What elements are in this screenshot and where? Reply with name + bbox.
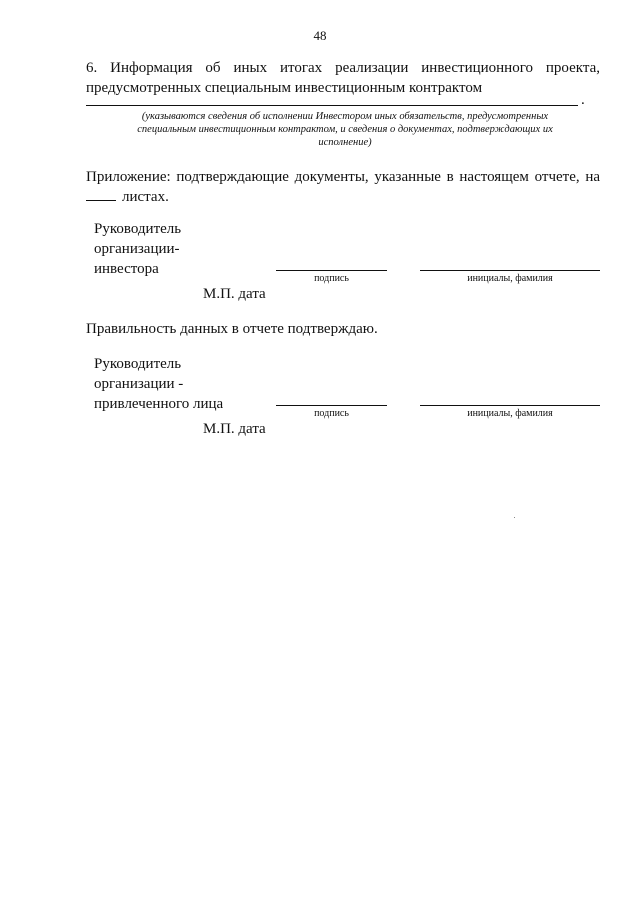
attracted-name-line[interactable] (420, 405, 600, 406)
investor-name-line[interactable] (420, 270, 600, 271)
section-6-heading-line2: предусмотренных специальным инвестиционным контрактом (86, 80, 483, 96)
attracted-signature-caption: подпись (314, 408, 349, 419)
investor-role-line3: инвестора (94, 261, 159, 277)
sheet-count-blank[interactable] (86, 188, 116, 201)
attracted-signature-line[interactable] (276, 405, 387, 406)
investor-name-caption: инициалы, фамилия (467, 273, 553, 284)
attracted-role-line2: организации - (94, 376, 184, 392)
attracted-name-caption: инициалы, фамилия (467, 408, 553, 419)
scan-speck (514, 517, 515, 518)
attracted-role-label (94, 354, 223, 414)
attracted-role-line1: Руководитель (94, 356, 182, 372)
section-6-instruction-note (95, 110, 595, 149)
investor-role-line2: организации- (94, 241, 180, 257)
page-number: 48 (313, 28, 327, 43)
note-line-2: специальным инвестиционным контрактом, и сведения о документах, подтверждающих их (137, 124, 553, 135)
attracted-role-line3: привлеченного лица (94, 396, 224, 412)
investor-role-label (94, 219, 181, 279)
confirmation-text: Правильность данных в отчете подтверждаю. (86, 321, 378, 337)
section-6-end-dot: . (581, 92, 585, 108)
note-line-3: исполнение) (318, 137, 372, 148)
investor-role-line1: Руководитель (94, 221, 182, 237)
appendix-sheets-label: листах. (122, 189, 169, 205)
appendix-line2 (86, 187, 169, 207)
note-line-1: (указываются сведения об исполнении Инвестором иных обязательств, предусмотренных (141, 111, 549, 122)
attracted-stamp-date: М.П. дата (203, 421, 266, 437)
section-6-fill-line[interactable] (86, 105, 578, 106)
investor-stamp-date: М.П. дата (203, 286, 266, 302)
appendix-line1: Приложение: подтверждающие документы, указанные в настоящем отчете, на (86, 169, 600, 185)
investor-signature-caption: подпись (314, 273, 349, 284)
investor-signature-line[interactable] (276, 270, 387, 271)
section-6-heading-line1: 6. Информация об иных итогах реализации инвестиционного проекта, (86, 60, 600, 76)
